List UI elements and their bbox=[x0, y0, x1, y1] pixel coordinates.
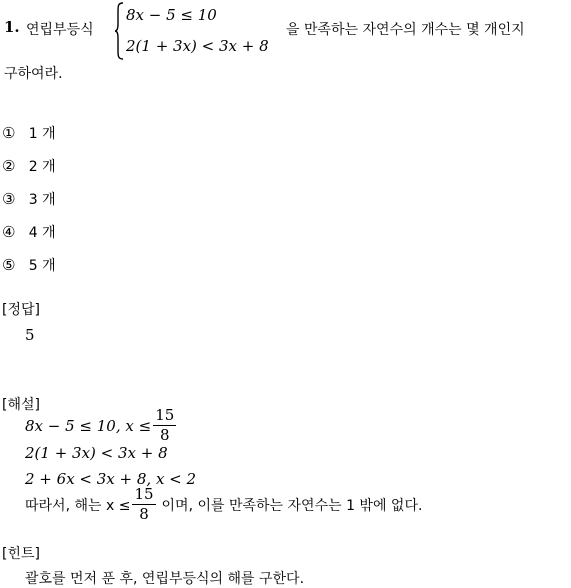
question-tail: 을 만족하는 자연수의 개수는 몇 개인지 bbox=[286, 22, 525, 38]
fraction bbox=[132, 487, 155, 522]
solution-line-4 bbox=[25, 487, 422, 522]
question-line-2: 구하여라. bbox=[4, 66, 63, 82]
fraction-numerator: 15 bbox=[155, 406, 175, 424]
choice-text: 1 개 bbox=[28, 126, 56, 142]
fraction-denominator: 8 bbox=[159, 426, 170, 444]
choice-4[interactable] bbox=[2, 222, 56, 242]
fraction-numerator: 15 bbox=[134, 485, 154, 503]
answer-value: 5 bbox=[25, 326, 35, 344]
solution-line-4-text-a: 따라서, 해는 x ≤ bbox=[25, 497, 131, 514]
choice-1[interactable] bbox=[2, 123, 56, 143]
solution-line-2: 2(1 + 3x) < 3x + 8 bbox=[25, 444, 168, 462]
choice-mark: ③ bbox=[2, 190, 16, 208]
solution-label: [해설] bbox=[2, 397, 40, 413]
question-lead: 연립부등식 bbox=[26, 22, 94, 38]
solution-line-1 bbox=[25, 408, 178, 443]
system-line-2: 2(1 + 3x) < 3x + 8 bbox=[126, 37, 269, 55]
solution-line-1-text: 8x − 5 ≤ 10, x ≤ bbox=[25, 416, 152, 435]
answer-label: [정답] bbox=[2, 302, 40, 318]
left-brace-icon bbox=[114, 2, 124, 60]
choice-5[interactable] bbox=[2, 255, 56, 275]
choice-text: 2 개 bbox=[28, 159, 56, 175]
choice-mark: ⑤ bbox=[2, 256, 16, 274]
question-number: 1. bbox=[4, 18, 20, 36]
choice-mark: ② bbox=[2, 157, 16, 175]
hint-text: 괄호를 먼저 푼 후, 연립부등식의 해를 구한다. bbox=[25, 571, 305, 587]
fraction bbox=[153, 408, 176, 443]
fraction-denominator: 8 bbox=[139, 505, 149, 523]
choice-mark: ① bbox=[2, 124, 16, 142]
choice-text: 5 개 bbox=[28, 258, 56, 274]
solution-line-3: 2 + 6x < 3x + 8, x < 2 bbox=[25, 470, 197, 488]
solution-line-4-text-b: 이며, 이를 만족하는 자연수는 1 밖에 없다. bbox=[161, 497, 423, 514]
system-line-1: 8x − 5 ≤ 10 bbox=[126, 6, 217, 24]
choice-text: 3 개 bbox=[28, 192, 56, 208]
choice-text: 4 개 bbox=[28, 225, 56, 241]
choice-3[interactable] bbox=[2, 189, 56, 209]
choice-mark: ④ bbox=[2, 223, 16, 241]
hint-label: [힌트] bbox=[2, 546, 40, 562]
choice-2[interactable] bbox=[2, 156, 56, 176]
